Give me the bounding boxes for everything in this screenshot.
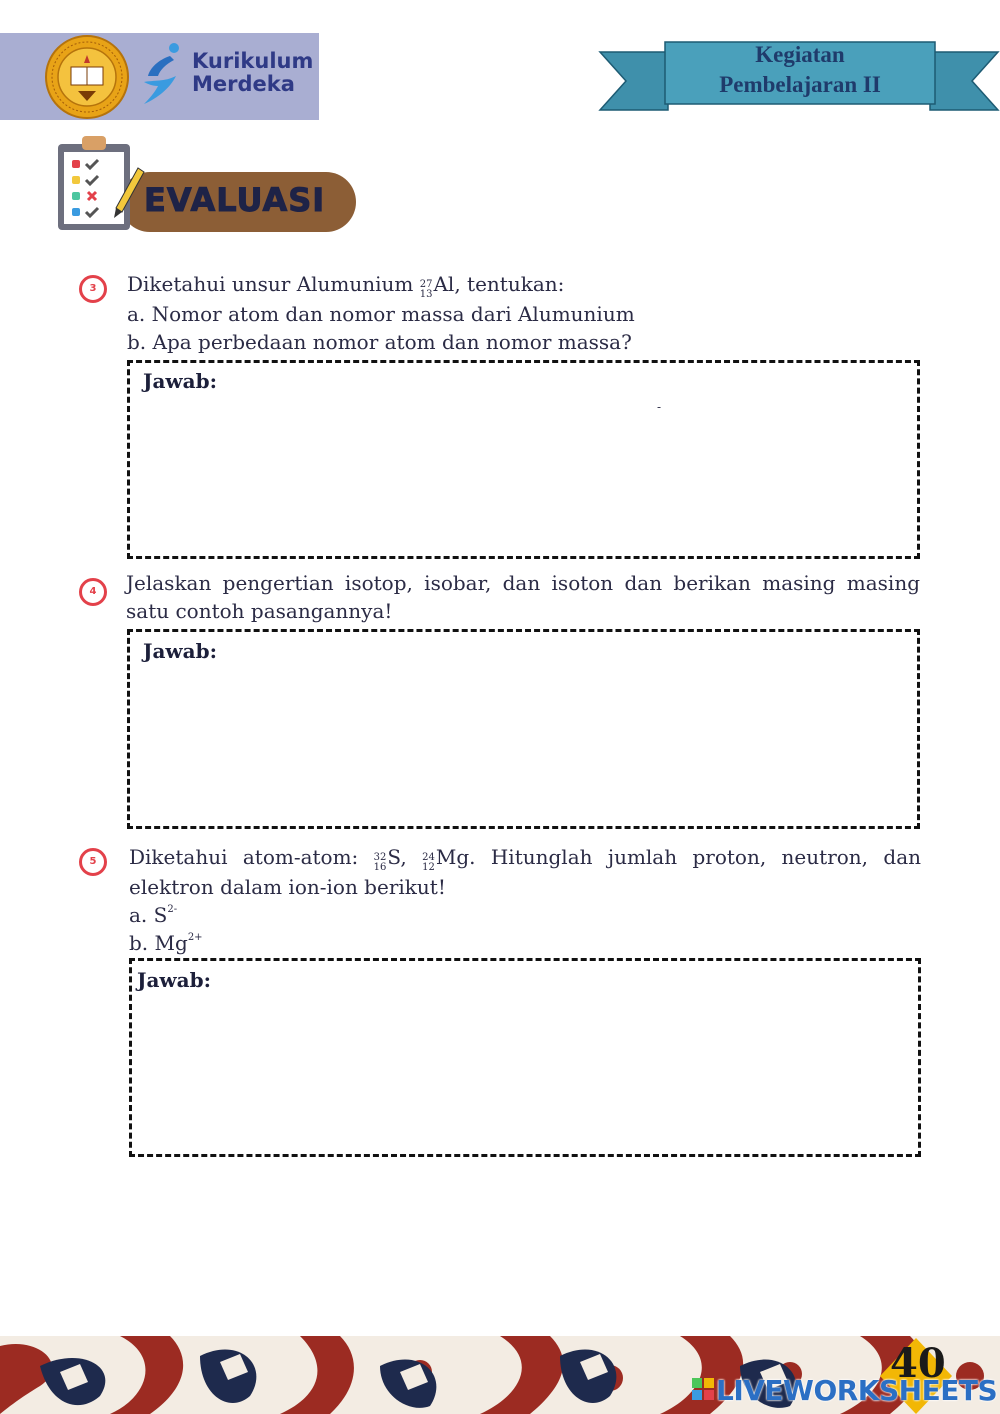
ion-symbol: b. Mg [129,931,188,955]
question-5-line1-end: . Hitunglah jumlah proton, neutron, dan [469,845,921,869]
checklist-clipboard-icon [54,134,146,234]
answer-box-question-3[interactable] [127,360,920,559]
section-title [665,40,935,100]
question-3-line [127,270,635,300]
university-seal-icon [44,35,130,119]
question-3-text [127,270,635,356]
question-3-item-a: a. Nomor atom dan nomor massa dari Alumunium [127,302,635,326]
question-number-badge: 5 [79,848,107,876]
isotope-notation [420,280,433,300]
liveworksheets-logo-icon [692,1378,714,1400]
question-5-line2: elektron dalam ion-ion berikut! [129,875,446,899]
question-5-item-b [129,929,921,957]
question-3-intro: Diketahui unsur Alumunium [127,272,414,296]
ion-symbol: a. S [129,903,168,927]
isotope-notation [422,853,435,873]
atomic-number: 13 [419,289,433,300]
question-5-text [129,843,921,957]
question-5-intro: Diketahui atom-atom: [129,845,359,869]
question-5-line1: Diketahui atom-atom: 32 16 S, 24 12 Mg. Hitunglah jumlah proton, neutron, dan [129,845,921,873]
ion-charge: 2+ [187,932,203,943]
question-4-line1: Jelaskan pengertian isotop, isobar, dan isoton dan berikan masing masing [126,571,920,595]
page-number: 40 [890,1340,946,1387]
answer-box-question-5[interactable] [129,958,921,1157]
liveworksheets-watermark: LIVEWORKSHEETS [716,1374,998,1407]
brand-title-line2: Merdeka [192,72,295,96]
question-3-intro-end: , tentukan: [454,272,565,296]
isotope-notation [374,853,387,873]
question-3-item-b: b. Apa perbedaan nomor atom dan nomor massa? [127,330,632,354]
mass-number: 32 [373,852,387,863]
question-number-badge: 4 [79,578,107,606]
answer-box-question-4[interactable] [127,629,920,829]
mass-number: 24 [422,852,435,863]
element-symbol: S [387,845,401,869]
answer-label: Jawab: [143,369,217,393]
answer-mark: - [657,400,662,414]
ion-charge: 2- [167,904,178,915]
evaluasi-title: EVALUASI [144,181,326,219]
section-title-line2: Pembelajaran II [719,72,881,97]
kurikulum-merdeka-logo-icon [140,42,184,106]
mass-number: 27 [419,279,433,290]
question-number-badge: 3 [79,275,107,303]
question-4-line2: satu contoh pasangannya! [126,599,393,623]
brand-title-line1: Kurikulum [192,49,314,73]
element-symbol: Al [433,272,455,296]
atomic-number: 16 [373,862,387,873]
answer-label: Jawab: [143,639,217,663]
atomic-number: 12 [422,862,435,873]
question-5-item-a [129,901,921,929]
element-symbol: Mg [435,845,470,869]
section-title-line1: Kegiatan [755,42,845,67]
answer-label: Jawab: [137,968,211,992]
question-4-text [126,569,920,625]
